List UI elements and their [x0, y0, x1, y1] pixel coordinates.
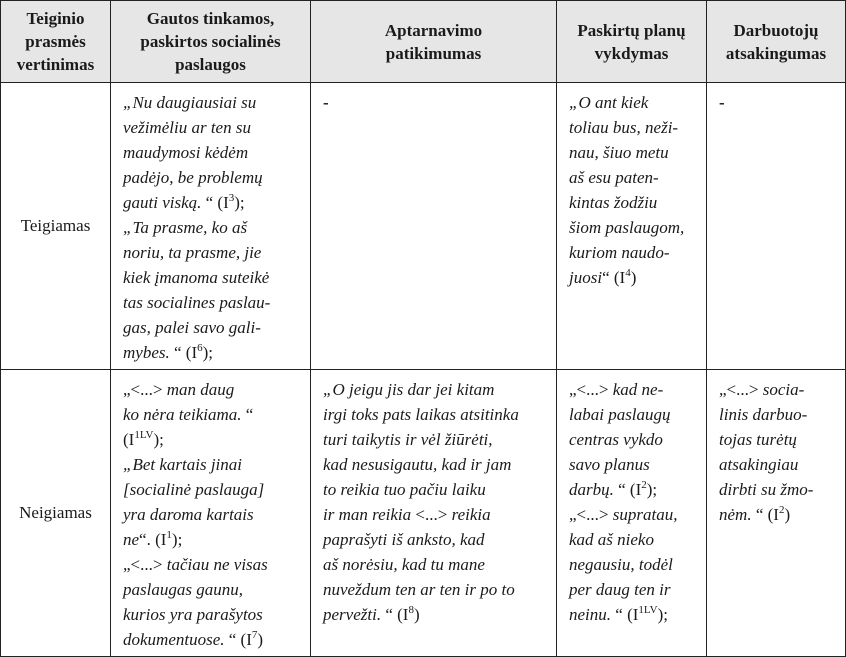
quote-line — [323, 377, 556, 402]
citation-text: ) — [413, 605, 420, 624]
interviewee-ref: 7 — [251, 629, 258, 641]
quote-line — [569, 577, 706, 602]
table-row — [1, 83, 846, 370]
quote-line — [569, 452, 706, 477]
header-evaluation — [1, 1, 111, 83]
citation-text: ) — [257, 630, 264, 649]
citation-text: ); — [234, 193, 245, 212]
interviewee-ref: 1 — [166, 529, 172, 541]
header-line: Darbuotojų — [733, 20, 819, 40]
header-line: Paskirtų planų — [577, 20, 686, 40]
quote-text: tojas turėtų — [719, 430, 797, 449]
quote-line — [719, 402, 845, 427]
header-line: paskirtos socialinės — [140, 32, 281, 51]
quote-text: dirbti su žmo- — [719, 480, 814, 499]
quote-line — [569, 90, 706, 115]
table-row — [1, 370, 846, 657]
header-line: patikimumas — [385, 43, 482, 63]
quote-text: irgi toks pats laikas atsitinka — [323, 405, 519, 424]
quote-text: linis darbuo- — [719, 405, 808, 424]
header-staff-responsibility — [707, 1, 846, 83]
quote-text: to reikia tuo pačiu laiku — [323, 480, 486, 499]
citation-text: ); — [202, 343, 213, 362]
quote-text: gas, palei savo gali- — [123, 318, 261, 337]
quote-text: neinu. — [569, 605, 612, 624]
quote-line — [123, 577, 310, 602]
quote-text: aš esu paten- — [569, 168, 659, 187]
interviewee-ref: 3 — [228, 192, 235, 204]
header-row — [1, 1, 846, 83]
quote-text: „Nu daugiausiai su — [123, 93, 257, 112]
empty-dash: - — [719, 93, 725, 112]
quote-text: ir man reikia — [323, 505, 416, 524]
quote-text: noriu, ta prasme, jie — [123, 243, 262, 262]
citation-text: ); — [657, 605, 668, 624]
quote-cell — [111, 83, 311, 370]
citation-text: ) — [630, 268, 637, 287]
quote-cell — [707, 370, 846, 657]
quote-cell — [707, 83, 846, 370]
quote-text: nuveždum ten ar ten ir po to — [323, 580, 515, 599]
header-line: vykdymas — [594, 43, 669, 63]
quote-line — [569, 265, 706, 290]
empty-dash: - — [323, 93, 329, 112]
quote-text: savo planus — [569, 455, 650, 474]
row-label: Neigiamas — [19, 503, 92, 522]
quote-line — [569, 552, 706, 577]
quote-text: paprašyti iš anksto, kad — [323, 530, 485, 549]
citation-text: “ (I — [751, 505, 779, 524]
quote-line — [569, 165, 706, 190]
quote-text: supratau, — [612, 505, 678, 524]
quote-line — [569, 602, 706, 627]
quote-text: tas socialines paslau- — [123, 293, 271, 312]
quote-line — [323, 90, 556, 115]
quote-line — [123, 477, 310, 502]
header-line: prasmės — [25, 32, 86, 51]
quote-text: pervežti. — [323, 605, 382, 624]
quote-line — [123, 90, 310, 115]
quote-line — [569, 402, 706, 427]
quote-text: kad ne- — [612, 380, 664, 399]
quote-cell — [111, 370, 311, 657]
citation-text: “ (I — [169, 343, 198, 362]
quote-text: „Bet kartais jinai — [123, 455, 242, 474]
header-line: Gautos tinkamos, — [146, 9, 275, 28]
quote-line — [123, 265, 310, 290]
quote-line — [123, 215, 310, 240]
citation-text: ) — [784, 505, 791, 524]
header-received-services — [111, 1, 311, 83]
quote-line — [719, 452, 845, 477]
quote-text: juosi — [569, 268, 603, 287]
header-service-reliability — [311, 1, 557, 83]
quote-line — [569, 240, 706, 265]
quote-line — [123, 377, 310, 402]
quote-text: [socialinė paslauga] — [123, 480, 265, 499]
quote-line — [323, 427, 556, 452]
quote-text: negausiu, todėl — [569, 555, 673, 574]
quote-line — [123, 602, 310, 627]
quote-line — [569, 502, 706, 527]
quote-text: „O ant kiek — [569, 93, 649, 112]
quote-line — [719, 377, 845, 402]
citation-text: <...> — [415, 505, 448, 524]
quote-text: mybes. — [123, 343, 170, 362]
header-line: Teiginio — [26, 9, 85, 28]
interviewee-ref: 2 — [778, 504, 785, 516]
quote-line — [719, 90, 845, 115]
quote-text: turi taikytis ir vėl žiūrėti, — [323, 430, 493, 449]
quote-text: nau, šiuo metu — [569, 143, 669, 162]
quote-line — [719, 427, 845, 452]
quote-line — [123, 427, 310, 452]
quote-line — [323, 402, 556, 427]
quote-text: kiek įmanoma suteikė — [123, 268, 270, 287]
quote-text: kad aš nieko — [569, 530, 654, 549]
quote-text: ko nėra teikiama. — [123, 405, 242, 424]
quote-line — [123, 140, 310, 165]
quote-line — [123, 290, 310, 315]
quote-text: maudymosi kėdėm — [123, 143, 249, 162]
quote-line — [323, 577, 556, 602]
citation-text: “ (I — [381, 605, 409, 624]
quote-text: „Ta prasme, ko aš — [123, 218, 248, 237]
interviewee-ref: 1LV — [638, 604, 658, 616]
citation-text: “ (I — [602, 268, 626, 287]
quote-line — [569, 140, 706, 165]
quote-line — [123, 527, 310, 552]
interviewee-ref: 6 — [197, 342, 203, 354]
quote-cell — [557, 83, 707, 370]
quote-text: centras vykdo — [569, 430, 663, 449]
header-line: Aptarnavimo — [384, 20, 483, 40]
quote-line — [123, 165, 310, 190]
citation-text: „<...> — [719, 380, 763, 399]
quote-text: toliau bus, neži- — [569, 118, 679, 137]
citation-text: “ (I — [201, 193, 229, 212]
quote-text: tačiau ne visas — [166, 555, 268, 574]
quote-line — [569, 190, 706, 215]
quote-cell — [557, 370, 707, 657]
quote-line — [123, 115, 310, 140]
row-label-cell — [1, 370, 111, 657]
citation-text: “ (I — [613, 480, 642, 499]
header-line: vertinimas — [16, 55, 95, 74]
quote-text: yra daroma kartais — [123, 505, 254, 524]
quote-text: vežimėliu ar ten su — [123, 118, 251, 137]
quote-text: man daug — [166, 380, 235, 399]
quote-text: kintas žodžiu — [569, 193, 658, 212]
citation-text: ); — [171, 530, 183, 549]
citation-text: „<...> — [123, 380, 167, 399]
quote-text: darbų. — [569, 480, 614, 499]
citation-text: „<...> — [569, 505, 613, 524]
quote-text: kuriom naudo- — [569, 243, 670, 262]
quote-cell — [311, 370, 557, 657]
citation-text: ); — [153, 430, 164, 449]
quote-line — [719, 477, 845, 502]
quote-line — [323, 602, 556, 627]
quote-text: reikia — [447, 505, 491, 524]
quote-text: ne — [123, 530, 140, 549]
interviewee-ref: 4 — [625, 267, 631, 279]
quote-text: per daug ten ir — [569, 580, 671, 599]
quote-line — [569, 477, 706, 502]
quote-line — [323, 527, 556, 552]
row-label: Teigiamas — [20, 216, 91, 235]
quote-line — [569, 115, 706, 140]
citation-text: ); — [646, 480, 658, 499]
interviewee-ref: 2 — [641, 479, 647, 491]
quote-line — [123, 402, 310, 427]
quote-line — [123, 315, 310, 340]
quote-text: šiom paslaugom, — [569, 218, 685, 237]
citation-text: „<...> — [569, 380, 613, 399]
quote-line — [569, 427, 706, 452]
quote-text: nėm. — [719, 505, 752, 524]
quote-line — [323, 552, 556, 577]
quote-cell — [311, 83, 557, 370]
quote-line — [323, 502, 556, 527]
quote-line — [719, 502, 845, 527]
quote-text: paslaugas gaunu, — [123, 580, 243, 599]
quote-line — [123, 502, 310, 527]
interviewee-ref: 8 — [408, 604, 414, 616]
quote-line — [323, 452, 556, 477]
header-plan-execution — [557, 1, 707, 83]
quote-line — [569, 215, 706, 240]
row-label-cell — [1, 83, 111, 370]
citation-text: “ (I — [611, 605, 639, 624]
quote-text: dokumentuose. — [123, 630, 225, 649]
quote-text: padėjo, be problemų — [123, 168, 263, 187]
quote-text: kad nesusigautu, kad ir jam — [323, 455, 512, 474]
quote-line — [123, 452, 310, 477]
citation-text: (I — [123, 430, 135, 449]
quote-line — [123, 190, 310, 215]
citation-text: “ — [241, 405, 254, 424]
quote-line — [123, 340, 310, 365]
quote-text: aš norėsiu, kad tu mane — [323, 555, 485, 574]
quote-text: „O jeigu jis dar jei kitam — [323, 380, 495, 399]
quote-text: kurios yra parašytos — [123, 605, 263, 624]
citation-text: “. (I — [139, 530, 167, 549]
quote-line — [123, 552, 310, 577]
interviewee-ref: 1LV — [134, 429, 154, 441]
citation-text: “ (I — [224, 630, 252, 649]
citation-text: „<...> — [123, 555, 167, 574]
quote-line — [123, 627, 310, 652]
quote-text: atsakingiau — [719, 455, 799, 474]
quote-line — [569, 527, 706, 552]
quote-line — [323, 477, 556, 502]
quote-text: socia- — [762, 380, 805, 399]
quote-text: labai paslaugų — [569, 405, 671, 424]
quote-line — [569, 377, 706, 402]
quote-line — [123, 240, 310, 265]
header-line: paslaugos — [175, 55, 246, 74]
quote-text: gauti viską. — [123, 193, 202, 212]
header-line: atsakingumas — [725, 43, 827, 63]
